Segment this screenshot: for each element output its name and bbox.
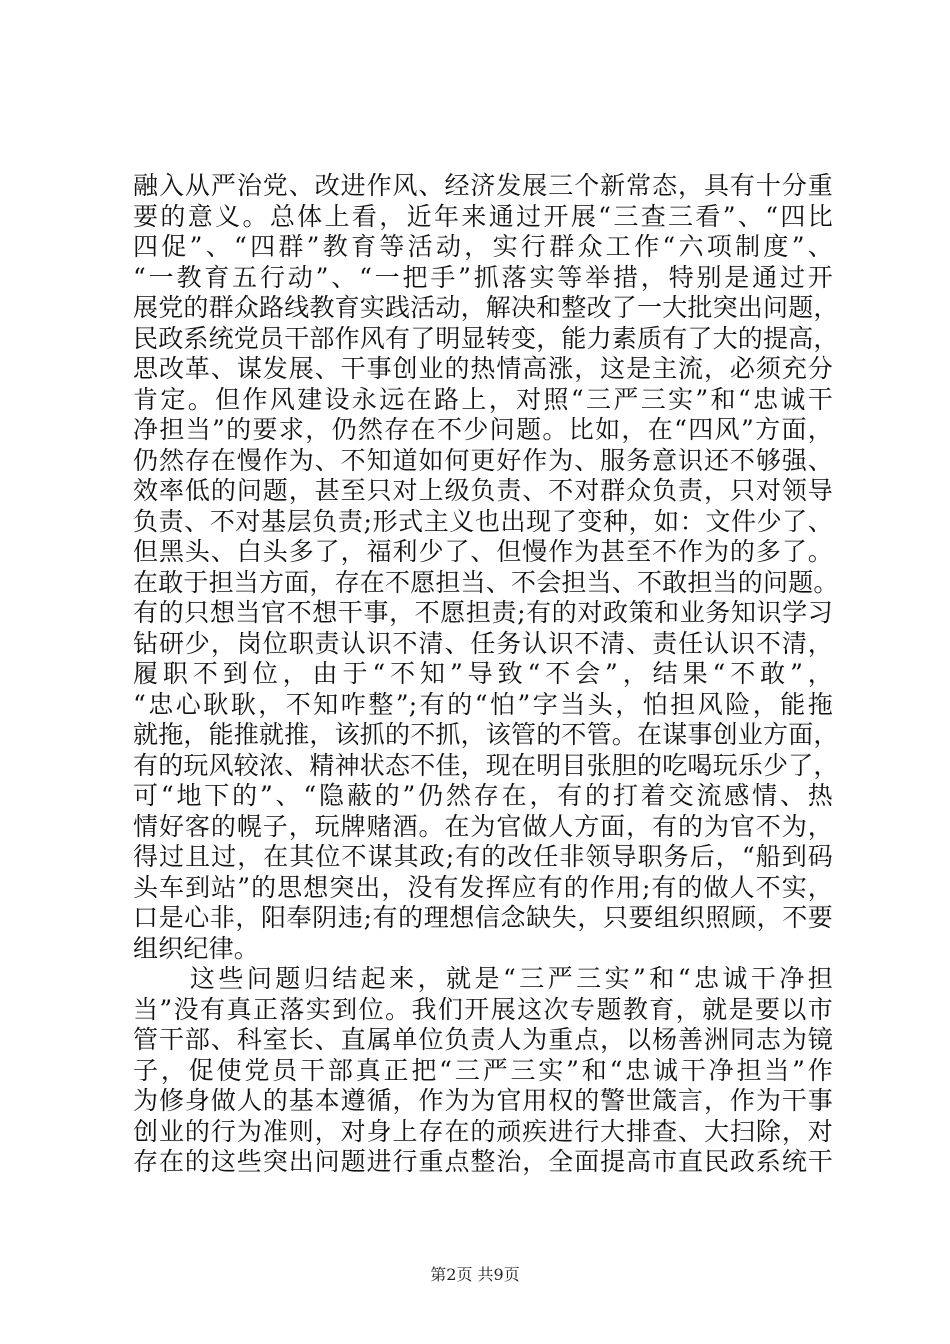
text-line-paragraph-end: 组织纪律。: [133, 933, 260, 963]
text-line: 子，促使党员干部真正把“三严三实”和“忠诚干净担当”作: [133, 1055, 833, 1085]
text-line-paragraph-start: 这些问题归结起来，就是“三严三实”和“忠诚干净担: [133, 964, 833, 993]
text-line: 但黑头、白头多了，福利少了、但慢作为甚至不作为的多了。: [133, 537, 833, 566]
text-line: 为修身做人的基本遵循，作为为官用权的警世箴言，作为干事: [133, 1086, 833, 1115]
text-line: 有的只想当官不想干事，不愿担责;有的对政策和业务知识学习: [133, 598, 833, 627]
text-line: 管干部、科室长、直属单位负责人为重点，以杨善洲同志为镜: [133, 1025, 833, 1054]
page-number-footer: 第2页 共9页: [430, 1265, 520, 1284]
text-line: 就拖，能推就推，该抓的不抓，该管的不管。在谋事创业方面，: [133, 720, 839, 749]
text-line: 效率低的问题，甚至只对上级负责、不对群众负责，只对领导: [133, 476, 833, 505]
text-line: 当”没有真正落实到位。我们开展这次专题教育，就是要以市: [133, 994, 833, 1024]
text-line: 得过且过，在其位不谋其政;有的改任非领导职务后，“船到码: [133, 842, 833, 871]
text-line: 融入从严治党、改进作风、经济发展三个新常态，具有十分重: [133, 171, 833, 200]
text-line: 情好客的幌子，玩牌赌酒。在为官做人方面，有的为官不为，: [133, 811, 833, 841]
text-line: 钻研少，岗位职责认识不清、任务认识不清、责任认识不清，: [133, 628, 833, 658]
text-line: 口是心非，阳奉阴违;有的理想信念缺失，只要组织照顾，不要: [133, 903, 833, 932]
text-line: “一教育五行动”、“一把手”抓落实等举措，特别是通过开: [133, 262, 833, 292]
body-text: [133, 171, 839, 1178]
text-line: 头车到站”的思想突出，没有发挥应有的作用;有的做人不实，: [133, 872, 833, 902]
text-line: 创业的行为准则，对身上存在的顽疾进行大排查、大扫除，对: [133, 1116, 833, 1146]
text-line: 在敢于担当方面，存在不愿担当、不会担当、不敢担当的问题。: [133, 567, 839, 597]
text-line: 有的玩风较浓、精神状态不佳，现在明目张胆的吃喝玩乐少了，: [133, 750, 839, 780]
text-line: 展党的群众路线教育实践活动，解决和整改了一大批突出问题，: [133, 293, 839, 322]
text-line: 仍然存在慢作为、不知道如何更好作为、服务意识还不够强、: [133, 445, 833, 475]
text-line: 可“地下的”、“隐蔽的”仍然存在，有的打着交流感情、热: [133, 781, 833, 810]
text-line: 四促”、“四群”教育等活动，实行群众工作“六项制度”、: [133, 232, 833, 261]
text-line: 民政系统党员干部作风有了明显转变，能力素质有了大的提高，: [133, 323, 839, 353]
text-line: 肯定。但作风建设永远在路上，对照“三严三实”和“忠诚干: [133, 384, 833, 414]
text-line: 净担当”的要求，仍然存在不少问题。比如，在“四风”方面，: [133, 415, 833, 444]
text-line: 要的意义。总体上看，近年来通过开展“三查三看”、“四比: [133, 201, 833, 231]
text-line: 思改革、谋发展、干事创业的热情高涨，这是主流，必须充分: [133, 354, 833, 383]
text-line: 履职不到位，由于“不知”导致“不会”，结果“不敢”，: [133, 659, 833, 688]
text-line: “忠心耿耿，不知咋整”;有的“怕”字当头，怕担风险，能拖: [133, 689, 833, 719]
text-line: 存在的这些突出问题进行重点整治，全面提高市直民政系统干: [133, 1147, 833, 1176]
text-line: 负责、不对基层负责;形式主义也出现了变种，如：文件少了、: [133, 506, 833, 536]
